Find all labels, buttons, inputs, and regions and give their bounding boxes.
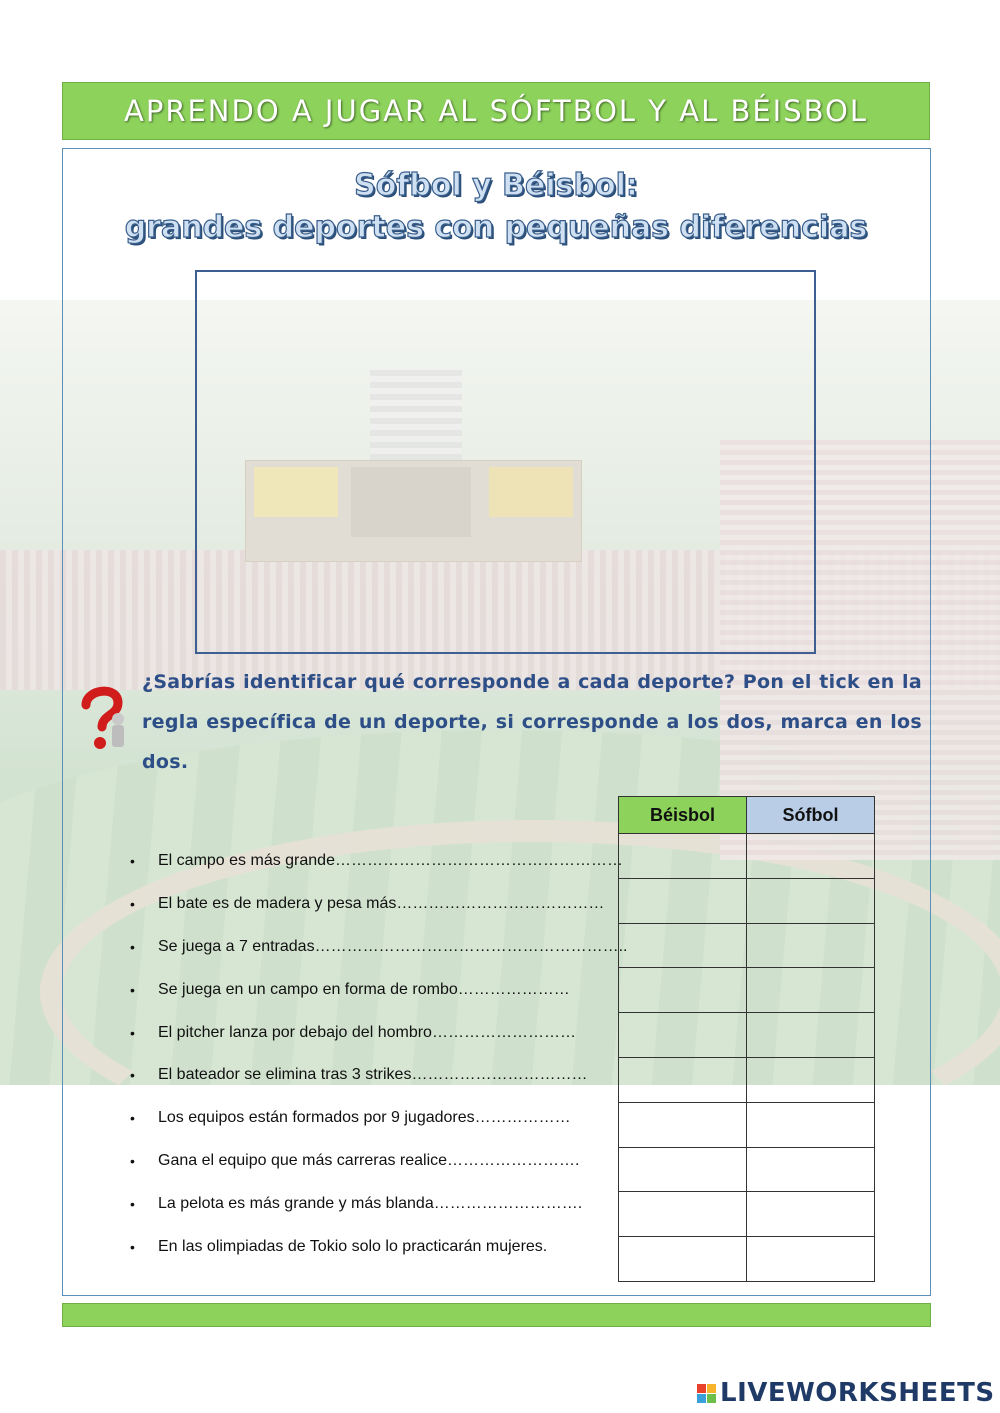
- bullet-icon: •: [130, 981, 135, 998]
- table-row: [619, 1057, 875, 1102]
- bullet-icon: •: [130, 1067, 135, 1084]
- table-row: [619, 968, 875, 1013]
- rule-item: [130, 1054, 610, 1097]
- header-beisbol: Béisbol: [619, 797, 747, 834]
- answer-cell-sofbol[interactable]: [747, 968, 875, 1013]
- bullet-icon: •: [130, 1110, 135, 1127]
- rule-item: [130, 1097, 610, 1140]
- answer-cell-sofbol[interactable]: [747, 1237, 875, 1282]
- answer-cell-sofbol[interactable]: [747, 878, 875, 923]
- rule-item: [130, 1225, 610, 1268]
- answer-cell-sofbol[interactable]: [747, 1013, 875, 1058]
- rule-item: [130, 883, 610, 926]
- answer-cell-sofbol[interactable]: [747, 834, 875, 879]
- rule-item: [130, 968, 610, 1011]
- answer-cell-sofbol[interactable]: [747, 1057, 875, 1102]
- table-row: [619, 1013, 875, 1058]
- rule-item: [130, 926, 628, 969]
- table-row: [619, 1147, 875, 1192]
- answer-cell-beisbol[interactable]: [619, 1013, 747, 1058]
- answer-cell-beisbol[interactable]: [619, 923, 747, 968]
- answer-cell-beisbol[interactable]: [619, 834, 747, 879]
- answer-cell-beisbol[interactable]: [619, 1192, 747, 1237]
- rule-text: El bate es de madera y pesa más…………………………………: [158, 895, 605, 913]
- liveworksheets-logo-icon: [697, 1384, 716, 1403]
- table-row: [619, 923, 875, 968]
- rule-text: Se juega a 7 entradas…………………………………………………..: [158, 937, 628, 955]
- answer-cell-beisbol[interactable]: [619, 1237, 747, 1282]
- answer-cell-beisbol[interactable]: [619, 878, 747, 923]
- answer-cell-sofbol[interactable]: [747, 923, 875, 968]
- title-banner: [62, 82, 930, 140]
- rule-item: [130, 1011, 610, 1054]
- liveworksheets-wordmark: LIVEWORKSHEETS: [720, 1378, 995, 1408]
- answer-cell-beisbol[interactable]: [619, 1102, 747, 1147]
- bullet-icon: •: [130, 896, 135, 913]
- bullet-icon: •: [130, 938, 135, 955]
- rule-text: Se juega en un campo en forma de rombo…………………: [158, 980, 570, 998]
- answer-cell-sofbol[interactable]: [747, 1102, 875, 1147]
- rule-item: [130, 1182, 610, 1225]
- footer-banner: [62, 1303, 931, 1327]
- rule-text: En las olimpiadas de Tokio solo lo practicarán mujeres.: [158, 1237, 548, 1255]
- photo-frame: [195, 270, 816, 654]
- question-mark-icon: [78, 683, 130, 755]
- bullet-icon: •: [130, 1152, 135, 1169]
- answer-cell-beisbol[interactable]: [619, 1147, 747, 1192]
- bullet-icon: •: [130, 1238, 135, 1255]
- table-row: [619, 834, 875, 879]
- rule-item: [130, 840, 623, 883]
- subtitle-line-1: Sófbol y Béisbol:: [354, 168, 638, 203]
- rule-text: Los equipos están formados por 9 jugadores………………: [158, 1109, 571, 1127]
- rule-text: El pitcher lanza por debajo del hombro………………………: [158, 1023, 576, 1041]
- rule-text: Gana el equipo que más carreras realice…………………….: [158, 1151, 580, 1169]
- rule-item: [130, 1140, 610, 1183]
- header-sofbol: Sófbol: [747, 797, 875, 834]
- answer-cell-sofbol[interactable]: [747, 1147, 875, 1192]
- bullet-icon: •: [130, 1195, 135, 1212]
- table-row: [619, 1192, 875, 1237]
- table-row: [619, 878, 875, 923]
- liveworksheets-logo: [697, 1378, 995, 1408]
- answer-cell-beisbol[interactable]: [619, 968, 747, 1013]
- bullet-icon: •: [130, 853, 135, 870]
- bullet-icon: •: [130, 1024, 135, 1041]
- answer-cell-beisbol[interactable]: [619, 1057, 747, 1102]
- rule-text: La pelota es más grande y más blanda……………………….: [158, 1194, 583, 1212]
- answer-cell-sofbol[interactable]: [747, 1192, 875, 1237]
- rule-text: El bateador se elimina tras 3 strikes……………………………: [158, 1066, 588, 1084]
- table-row: [619, 1102, 875, 1147]
- page-title: APRENDO A JUGAR AL SÓFTBOL Y AL BÉISBOL: [124, 94, 868, 128]
- rule-text: El campo es más grande………………………………………………: [158, 852, 623, 870]
- answer-table: [618, 796, 875, 1282]
- subtitle-line-2: grandes deportes con pequeñas diferencias: [124, 210, 868, 245]
- rules-list: [130, 840, 628, 1268]
- instructions-text: ¿Sabrías identificar qué corresponde a cada deporte? Pon el tick en la regla específica de un deporte, si corresponde a los dos, marca en los dos.: [142, 671, 922, 773]
- table-row: [619, 1237, 875, 1282]
